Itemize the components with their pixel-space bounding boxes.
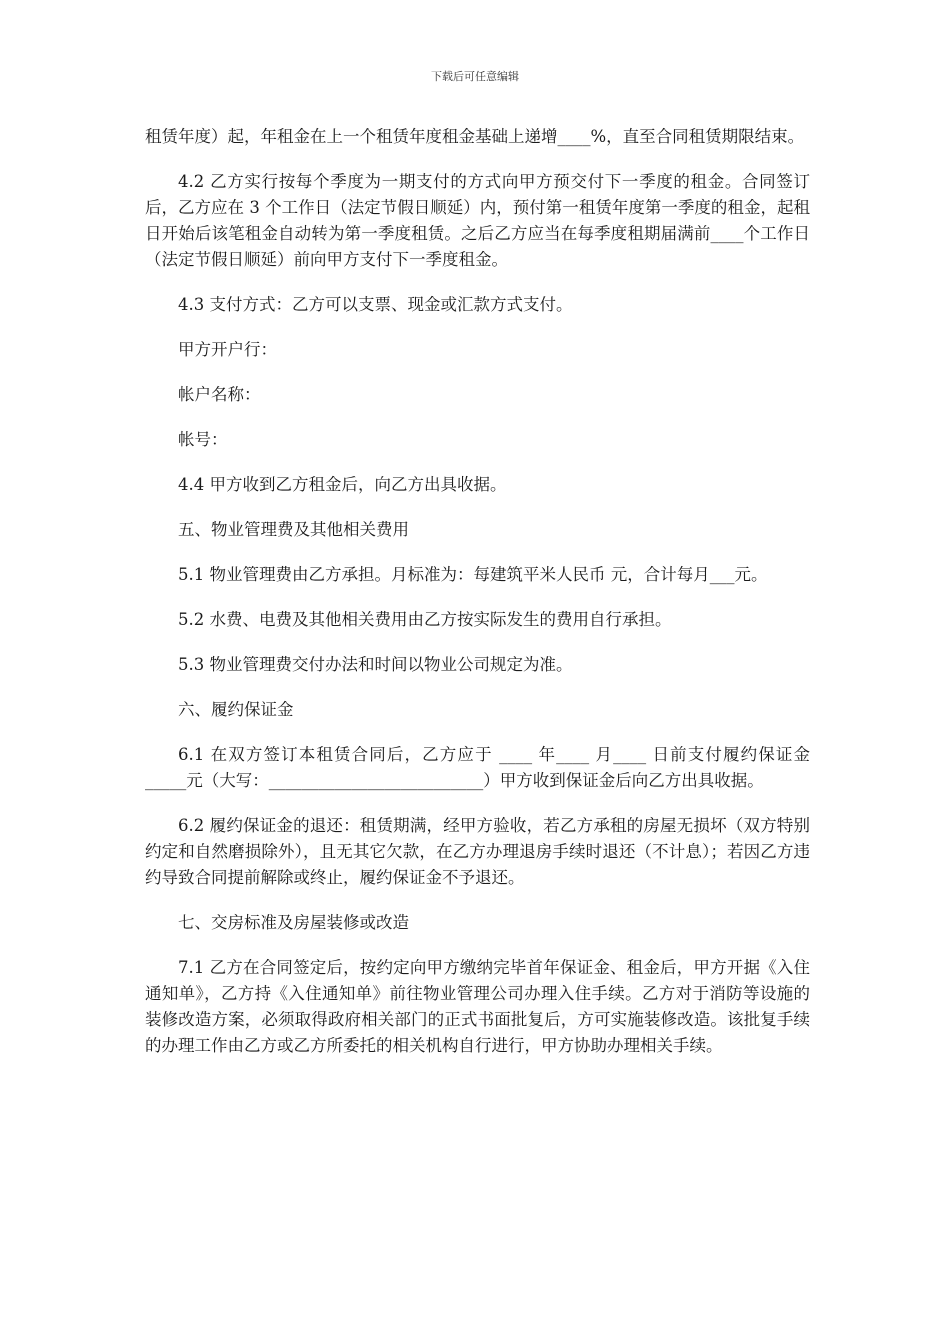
paragraph-4-3: 4.3 支付方式：乙方可以支票、现金或汇款方式支付。 (178, 295, 573, 314)
paragraph-5-3: 5.3 物业管理费交付办法和时间以物业公司规定为准。 (178, 655, 573, 674)
paragraph-6-2: 6.2 履约保证金的退还：租赁期满，经甲方验收，若乙方承租的房屋无损坏（双方特别约定和自然磨损除外），且无其它欠款，在乙方办理退房手续时退还（不计息）；若因乙方违约导致合同提前解除或终止，履约保证金不予退还。 (145, 816, 810, 887)
section-heading-6: 六、履约保证金 (178, 700, 294, 719)
page-header-note: 下载后可任意编辑 (431, 70, 519, 83)
section-heading-5: 五、物业管理费及其他相关费用 (178, 520, 409, 539)
paragraph-rent-increase: 租赁年度）起，年租金在上一个租赁年度租金基础上递增____%，直至合同租赁期限结束。 (145, 127, 805, 146)
section-heading-7: 七、交房标准及房屋装修或改造 (178, 913, 409, 932)
paragraph-6-1: 6.1 在双方签订本租赁合同后，乙方应于 ____ 年____ 月____ 日前支付履约保证金_____元（大写：__________________________）甲方收到保证金后向乙方出具收据。 (145, 745, 810, 790)
paragraph-5-2: 5.2 水费、电费及其他相关费用由乙方按实际发生的费用自行承担。 (178, 610, 672, 629)
document-body (145, 124, 810, 1078)
field-account-name: 帐户名称： (178, 385, 261, 404)
paragraph-7-1: 7.1 乙方在合同签定后，按约定向甲方缴纳完毕首年保证金、租金后，甲方开据《入住通知单》，乙方持《入住通知单》前往物业管理公司办理入住手续。乙方对于消防等设施的装修改造方案，必须取得政府相关部门的正式书面批复后，方可实施装修改造。该批复手续的办理工作由乙方或乙方所委托的相关机构自行进行，甲方协助办理相关手续。 (145, 958, 810, 1055)
field-bank: 甲方开户行： (178, 340, 277, 359)
field-account-number: 帐号： (178, 430, 228, 449)
paragraph-4-4: 4.4 甲方收到乙方租金后，向乙方出具收据。 (178, 475, 507, 494)
paragraph-5-1: 5.1 物业管理费由乙方承担。月标准为：每建筑平米人民币 元，合计每月___元。 (178, 565, 768, 584)
paragraph-4-2: 4.2 乙方实行按每个季度为一期支付的方式向甲方预交付下一季度的租金。合同签订后，乙方应在 3 个工作日（法定节假日顺延）内，预付第一租赁年度第一季度的租金，起租日开始后该笔租金自动转为第一季度租赁。之后乙方应当在每季度租期届满前____个工作日（法定节假日顺延）前向甲方支付下一季度租金。 (145, 172, 810, 269)
